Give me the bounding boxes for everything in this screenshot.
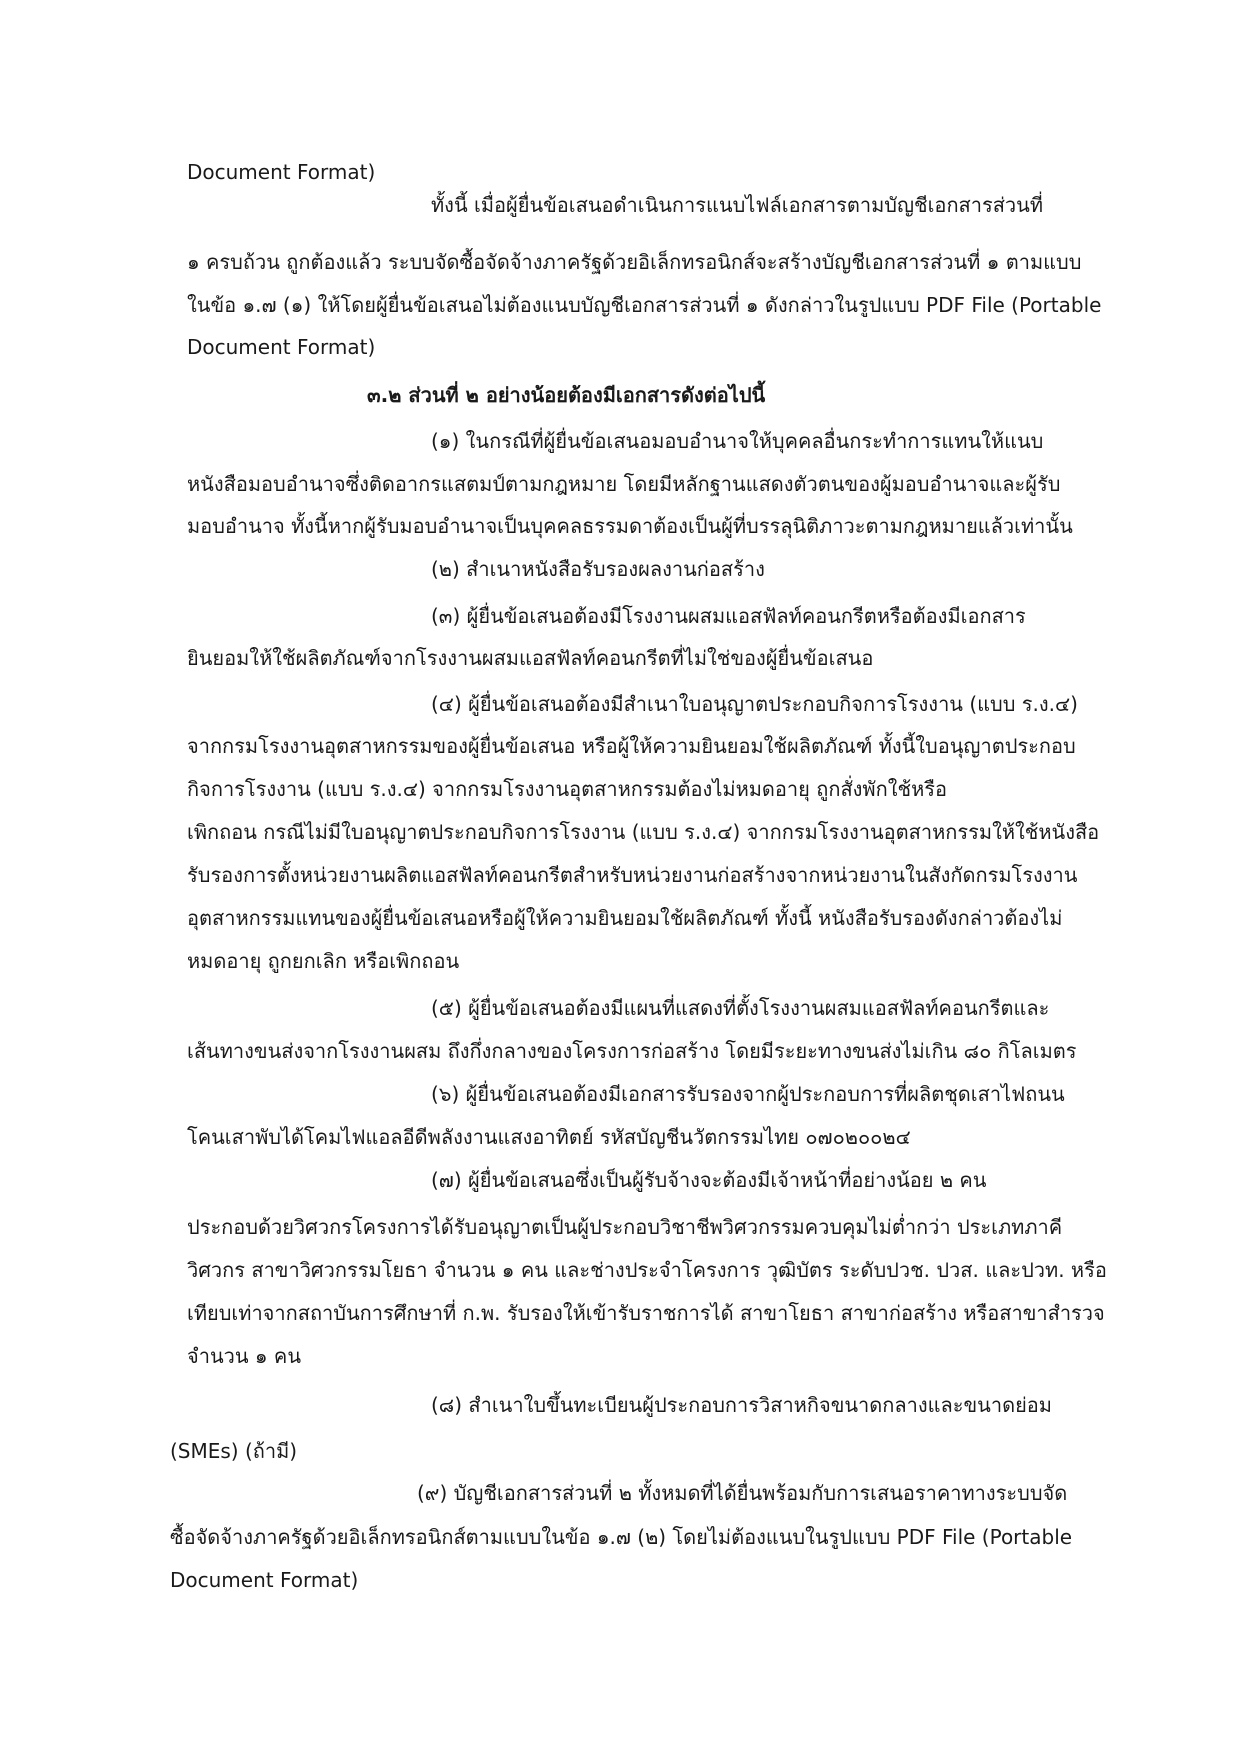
text-line: รับรองการตั้งหน่วยงานผลิตแอสฟัลท์คอนกรีตสำหรับหน่วยงานก่อสร้างจากหน่วยงานในสังกัดกรมโรงงาน bbox=[187, 863, 1078, 887]
text-line: ในข้อ ๑.๗ (๑) ให้โดยผู้ยื่นข้อเสนอไม่ต้องแนบบัญชีเอกสารส่วนที่ ๑ ดังกล่าวในรูปแบบ PDF File (Portable bbox=[187, 293, 1102, 317]
text-line: อุตสาหกรรมแทนของผู้ยื่นข้อเสนอหรือผู้ให้ความยินยอมใช้ผลิตภัณฑ์ ทั้งนี้ หนังสือรับรองดังกล่าวต้องไม่ bbox=[187, 906, 1063, 930]
text-line: เทียบเท่าจากสถาบันการศึกษาที่ ก.พ. รับรองให้เข้ารับราชการได้ สาขาโยธา สาขาก่อสร้าง หรือสาขาสำรวจ bbox=[187, 1301, 1105, 1325]
text-line: หนังสือมอบอำนาจซึ่งติดอากรแสตมป์ตามกฎหมาย โดยมีหลักฐานแสดงตัวตนของผู้มอบอำนาจและผู้รับ bbox=[187, 472, 1061, 496]
text-line: ประกอบด้วยวิศวกรโครงการได้รับอนุญาตเป็นผู้ประกอบวิชาชีพวิศวกรรมควบคุมไม่ต่ำกว่า ประเภทภาคี bbox=[187, 1215, 1063, 1239]
text-line: Document Format) bbox=[187, 160, 376, 184]
text-line: (๗) ผู้ยื่นข้อเสนอซึ่งเป็นผู้รับจ้างจะต้องมีเจ้าหน้าที่อย่างน้อย ๒ คน bbox=[431, 1168, 987, 1192]
text-line: จากกรมโรงงานอุตสาหกรรมของผู้ยื่นข้อเสนอ หรือผู้ให้ความยินยอมใช้ผลิตภัณฑ์ ทั้งนี้ใบอนุญาตประกอบ bbox=[187, 734, 1076, 758]
text-line: (๒) สำเนาหนังสือรับรองผลงานก่อสร้าง bbox=[431, 557, 765, 581]
text-line: (SMEs) (ถ้ามี) bbox=[170, 1439, 298, 1463]
text-line: หมดอายุ ถูกยกเลิก หรือเพิกถอน bbox=[187, 949, 460, 973]
text-line: ซื้อจัดจ้างภาครัฐด้วยอิเล็กทรอนิกส์ตามแบบในข้อ ๑.๗ (๒) โดยไม่ต้องแนบในรูปแบบ PDF File (Portable bbox=[170, 1525, 1073, 1549]
text-line: มอบอำนาจ ทั้งนี้หากผู้รับมอบอำนาจเป็นบุคคลธรรมดาต้องเป็นผู้ที่บรรลุนิติภาวะตามกฎหมายแล้วเท่านั้น bbox=[187, 514, 1073, 538]
text-line: ๑ ครบถ้วน ถูกต้องแล้ว ระบบจัดซื้อจัดจ้างภาครัฐด้วยอิเล็กทรอนิกส์จะสร้างบัญชีเอกสารส่วนที่ ๑ ตามแบบ bbox=[187, 250, 1082, 274]
text-line: Document Format) bbox=[187, 335, 376, 359]
text-line: (๕) ผู้ยื่นข้อเสนอต้องมีแผนที่แสดงที่ตั้งโรงงานผสมแอสฟัลท์คอนกรีตและ bbox=[431, 996, 1050, 1020]
section-heading: ๓.๒ ส่วนที่ ๒ อย่างน้อยต้องมีเอกสารดังต่อไปนี้ bbox=[367, 383, 766, 407]
text-line: จำนวน ๑ คน bbox=[187, 1344, 301, 1368]
text-line: (๖) ผู้ยื่นข้อเสนอต้องมีเอกสารรับรองจากผู้ประกอบการที่ผลิตชุดเสาไฟถนน bbox=[431, 1082, 1065, 1106]
text-line: เส้นทางขนส่งจากโรงงานผสม ถึงกึ่งกลางของโครงการก่อสร้าง โดยมีระยะทางขนส่งไม่เกิน ๘๐ กิโลเมตร bbox=[187, 1039, 1077, 1063]
text-line: (๘) สำเนาใบขึ้นทะเบียนผู้ประกอบการวิสาหกิจขนาดกลางและขนาดย่อม bbox=[431, 1393, 1052, 1417]
text-line: (๓) ผู้ยื่นข้อเสนอต้องมีโรงงานผสมแอสฟัลท์คอนกรีตหรือต้องมีเอกสาร bbox=[431, 604, 1026, 628]
text-line: กิจการโรงงาน (แบบ ร.ง.๔) จากกรมโรงงานอุตสาหกรรมต้องไม่หมดอายุ ถูกสั่งพักใช้หรือ bbox=[187, 777, 947, 801]
text-line: โคนเสาพับได้โคมไฟแอลอีดีพลังงานแสงอาทิตย์ รหัสบัญชีนวัตกรรมไทย ๐๗๐๒๐๐๒๔ bbox=[187, 1125, 911, 1149]
text-line: ทั้งนี้ เมื่อผู้ยื่นข้อเสนอดำเนินการแนบไฟล์เอกสารตามบัญชีเอกสารส่วนที่ bbox=[431, 193, 1044, 217]
text-line: ยินยอมให้ใช้ผลิตภัณฑ์จากโรงงานผสมแอสฟัลท์คอนกรีตที่ไม่ใช่ของผู้ยื่นข้อเสนอ bbox=[187, 646, 874, 670]
text-line: Document Format) bbox=[170, 1568, 359, 1592]
text-line: (๑) ในกรณีที่ผู้ยื่นข้อเสนอมอบอำนาจให้บุคคลอื่นกระทำการแทนให้แนบ bbox=[431, 429, 1044, 453]
text-line: เพิกถอน กรณีไม่มีใบอนุญาตประกอบกิจการโรงงาน (แบบ ร.ง.๔) จากกรมโรงงานอุตสาหกรรมให้ใช้หนังสือ bbox=[187, 820, 1100, 844]
text-line: (๔) ผู้ยื่นข้อเสนอต้องมีสำเนาใบอนุญาตประกอบกิจการโรงงาน (แบบ ร.ง.๔) bbox=[431, 692, 1078, 716]
text-line: วิศวกร สาขาวิศวกรรมโยธา จำนวน ๑ คน และช่างประจำโครงการ วุฒิบัตร ระดับปวช. ปวส. และปวท. หรือ bbox=[187, 1258, 1107, 1282]
text-line: (๙) บัญชีเอกสารส่วนที่ ๒ ทั้งหมดที่ได้ยื่นพร้อมกับการเสนอราคาทางระบบจัด bbox=[417, 1481, 1068, 1505]
